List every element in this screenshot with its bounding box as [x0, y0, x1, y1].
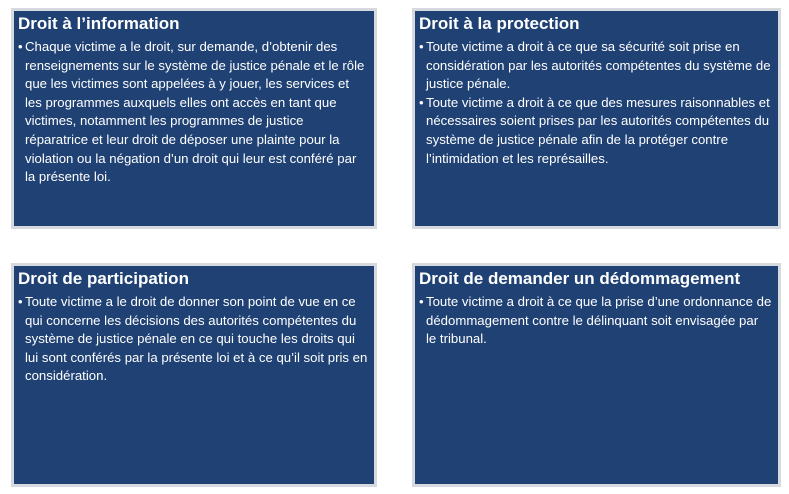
bullet-item: • Chaque victime a le droit, sur demande, d’obtenir des renseignements sur le système de justice pénale et le rôle que les victimes sont appelées à y jouer, les services et les programmes auxquels elles ont accès en tant que victimes, notamment les programmes de justice réparatrice et leur droit de déposer une plainte pour la violation ou la négation d’un droit qui leur est conféré par la présente loi.	[18, 38, 368, 187]
card-title: Droit à la protection	[419, 14, 580, 33]
card-bullet-list	[419, 38, 772, 168]
bullet-item: • Toute victime a droit à ce que des mesures raisonnables et nécessaires soient prises par les autorités compétentes du système de justice pénale afin de la protéger contre l’intimidation et les représailles.	[419, 94, 772, 168]
bullet-item: • Toute victime a droit à ce que sa sécurité soit prise en considération par les autorités compétentes du système de justice pénale.	[419, 38, 772, 94]
card-right-to-information	[11, 8, 377, 229]
card-bullet-list	[18, 293, 368, 386]
card-title: Droit de participation	[18, 269, 189, 288]
bullet-item: • Toute victime a le droit de donner son point de vue en ce qui concerne les décisions des autorités compétentes du système de justice pénale en ce qui touche les droits qui lui sont conférés par la présente loi et à ce qu’il soit pris en considération.	[18, 293, 368, 386]
card-right-to-protection	[412, 8, 781, 229]
card-bullet-list	[18, 38, 368, 187]
card-title: Droit de demander un dédommagement	[419, 269, 741, 288]
bullet-item: • Toute victime a droit à ce que la prise d’une ordonnance de dédommagement contre le délinquant soit envisagée par le tribunal.	[419, 293, 772, 349]
card-right-to-compensation	[412, 263, 781, 487]
card-title: Droit à l’information	[18, 14, 180, 33]
card-bullet-list	[419, 293, 772, 349]
card-right-to-participation	[11, 263, 377, 487]
